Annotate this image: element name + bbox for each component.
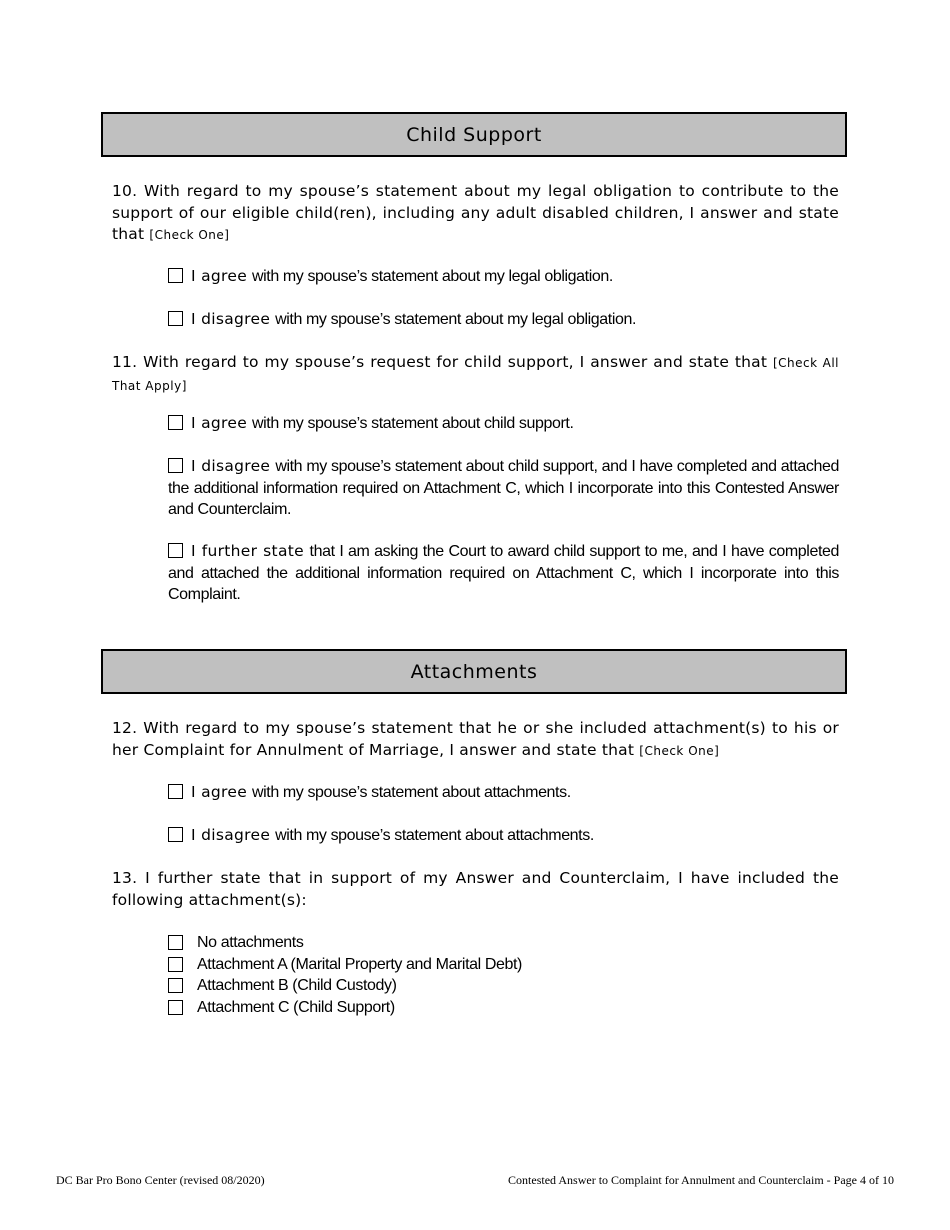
question-text: 13. I further state that in support of my Answer and Counterclaim, I have included the following attachment(s): [112, 869, 839, 909]
option-lead: I agree [191, 267, 248, 285]
option-text: Attachment A (Marital Property and Marital Debt) [197, 955, 522, 973]
option-lead: I agree [191, 783, 248, 801]
question-11 [112, 352, 839, 397]
question-13 [112, 868, 839, 911]
option-text: with my spouse’s statement about child support, and I have completed and attached the additional information required on Attachment C, which I incorporate into this Contested Answer and Counterclaim. [168, 458, 839, 518]
checkbox[interactable] [168, 957, 183, 972]
q10-option-agree [168, 266, 839, 288]
attachment-option-a [168, 954, 522, 976]
section-title: Attachments [410, 660, 538, 683]
attachment-option-b [168, 975, 397, 997]
checkbox[interactable] [168, 978, 183, 993]
option-lead: I disagree [191, 310, 271, 328]
section-title: Child Support [406, 123, 542, 146]
attachment-option-none [168, 932, 303, 954]
option-lead: I disagree [191, 457, 271, 475]
instruction-text: [Check One] [639, 743, 720, 758]
q12-option-disagree [168, 825, 839, 847]
checkbox[interactable] [168, 311, 183, 326]
option-text: with my spouse’s statement about attachments. [251, 784, 571, 801]
section-header-attachments [101, 649, 847, 694]
question-12 [112, 718, 839, 762]
checkbox[interactable] [168, 1000, 183, 1015]
checkbox[interactable] [168, 827, 183, 842]
option-text: with my spouse’s statement about attachments. [275, 827, 594, 844]
checkbox[interactable] [168, 458, 183, 473]
option-text: No attachments [197, 933, 304, 951]
q12-option-agree [168, 782, 839, 804]
checkbox[interactable] [168, 935, 183, 950]
option-lead: I agree [191, 414, 248, 432]
option-text: Attachment C (Child Support) [197, 998, 395, 1016]
instruction-text: [Check All That Apply] [112, 356, 839, 393]
q10-option-disagree [168, 309, 839, 331]
question-text: 11. With regard to my spouse’s request for child support, I answer and state that [112, 353, 768, 371]
instruction-text: [Check One] [149, 228, 230, 242]
checkbox[interactable] [168, 784, 183, 799]
section-header-child-support [101, 112, 847, 157]
question-text: 12. With regard to my spouse’s statement that he or she included attachment(s) to his or her Complaint for Annulment of Marriage, I answer and state that [112, 719, 839, 759]
question-10 [112, 181, 839, 247]
question-text: 10. With regard to my spouse’s statement about my legal obligation to contribute to the support of our eligible child(ren), including any adult disabled children, I answer and state that [112, 182, 839, 243]
attachment-option-c [168, 997, 395, 1019]
option-text: with my spouse’s statement about child support. [251, 415, 574, 432]
checkbox[interactable] [168, 268, 183, 283]
q11-option-agree [168, 413, 839, 435]
option-lead: I further state [191, 542, 304, 560]
q11-option-further-state [168, 541, 839, 606]
option-text: that I am asking the Court to award child support to me, and I have completed and attached the additional information required on Attachment C, which I incorporate into this Complaint. [168, 543, 839, 603]
checkbox[interactable] [168, 543, 183, 558]
q11-option-disagree [168, 456, 839, 521]
footer-right: Contested Answer to Complaint for Annulment and Counterclaim - Page 4 of 10 [508, 1173, 894, 1187]
option-text: with my spouse’s statement about my legal obligation. [275, 311, 637, 328]
footer-left: DC Bar Pro Bono Center (revised 08/2020) [56, 1173, 265, 1187]
option-lead: I disagree [191, 826, 271, 844]
option-text: with my spouse’s statement about my legal obligation. [251, 268, 613, 285]
option-text: Attachment B (Child Custody) [197, 976, 397, 994]
checkbox[interactable] [168, 415, 183, 430]
